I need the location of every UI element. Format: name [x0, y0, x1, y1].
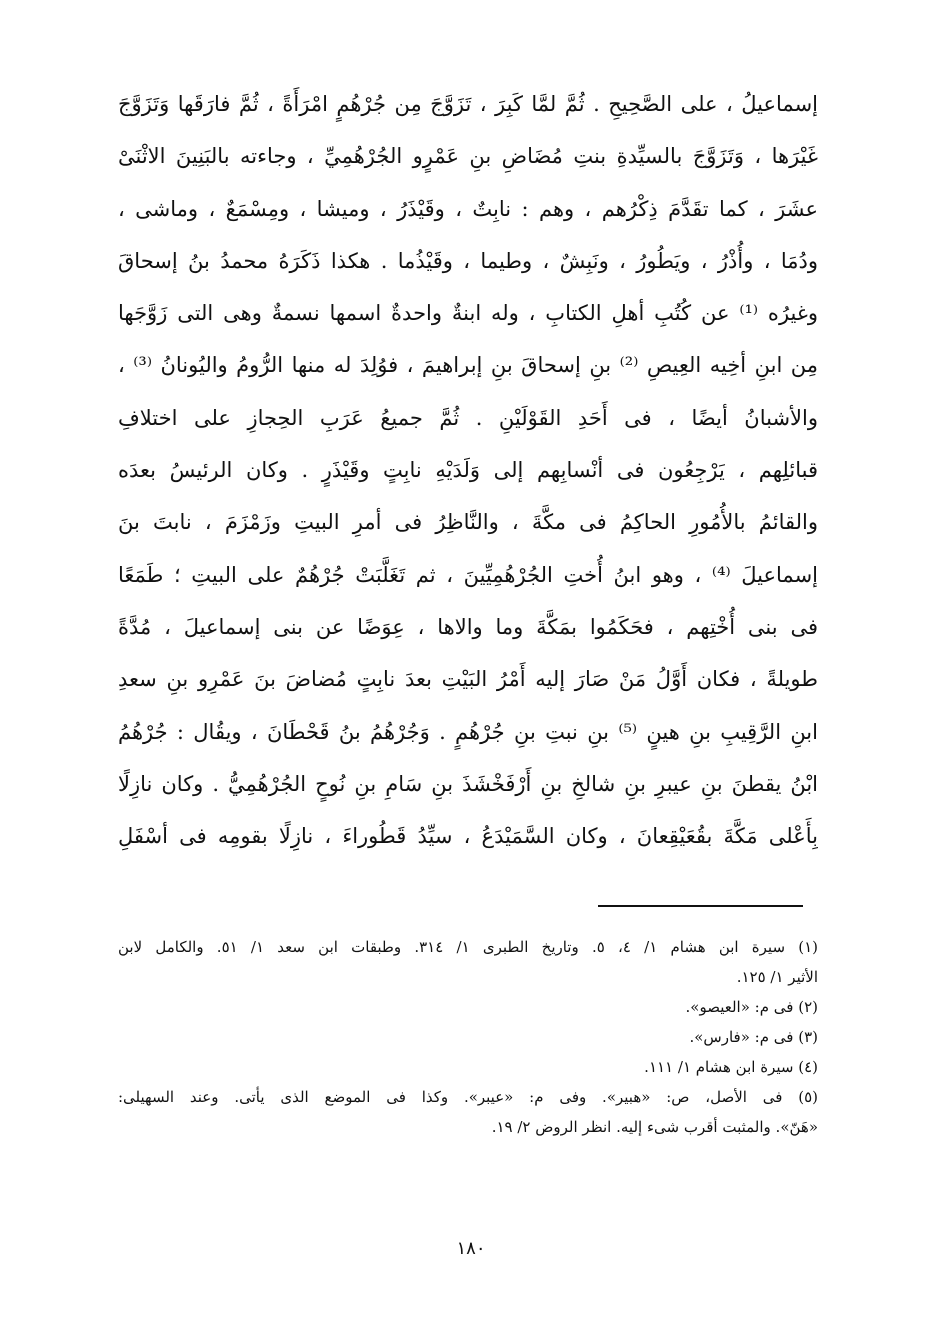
footnote-line: (٥) فى الأصل، ص: «هبير». وفى م: «عيبر». وكذا فى الموضع الذى يأتى. وعند السهيلى:: [118, 1088, 818, 1106]
text-line: فى بنى أُخْتِهم ، فحَكَمُوا بمَكَّةَ وما والاها ، عِوَضًا عن بنى إسماعيلَ ، مُدَّةً: [118, 614, 818, 639]
text-line: ودُمَا ، وأُذْرُ ، ويَطُورُ ، ونَبِشٌ ، وطيما ، وقَيْذُما . هكذا ذَكَرَهُ محمدُ بنُ إسحاقَ: [118, 248, 818, 273]
footnote-line: (٣) فى م: «فارس».: [689, 1028, 818, 1046]
text-line: ابنِ الرَّقِيبِ بنِ هينٍ ⁽⁵⁾ بنِ نبتِ بنِ جُرْهُمٍ . وَجُرْهُمُ بنُ قَحْطَانَ ، ويقُال : جُرْهُمُ: [118, 719, 818, 744]
footnote-line: «هَنّ». والمثبت أقرب شىء إليه. انظر الروض ٢/ ١٩.: [491, 1118, 818, 1136]
text-line: وغيرُه ⁽¹⁾ عن كُتُبِ أهلِ الكتابِ ، وله ابنةٌ واحدةٌ اسمها نسمةٌ وهى التى زَوَّجَها: [118, 301, 818, 326]
text-line: غَيْرَها ، وَتَزَوَّجَ بالسيِّدةِ بنتِ مُضَاضِ بنِ عَمْرٍو الجُرْهُمِيِّ ، وجاءته بالبَنِينَ الاثْنَىْ: [118, 144, 818, 169]
footnotes-block: [118, 932, 818, 1142]
footnote-line: الأثير ١/ ١٢٥.: [736, 968, 818, 986]
page-number: ١٨٠: [456, 1238, 486, 1259]
main-text-block: [118, 78, 818, 862]
text-line: قبائلِهم ، يَرْجِعُون فى أنْسابِهم إلى وَلَدَيْهِ نابِتٍ وقَيْذَرٍ . وكان الرئيسُ بعدَه: [118, 458, 818, 483]
footnote-line: (٢) فى م: «العيصو».: [685, 998, 818, 1016]
text-line: طويلةً ، فكان أَوَّلُ مَنْ صَارَ إليه أَمْرُ البَيْتِ بعدَ نابِتٍ مُضاضَ بنَ عَمْرِو بنِ سعدِ: [118, 667, 818, 692]
text-line: عشَرَ ، كما تقَدَّمَ ذِكْرُهم ، وهم : نابِتٌ ، وقَيْذَرُ ، وميشا ، ومِسْمَعٌ ، وماشى ،: [118, 196, 818, 221]
text-line: مِن ابنِ أخِيه العِيصِ ⁽²⁾ بنِ إسحاقَ بنِ إبراهيمَ ، فوُلِدَ له منها الرُّومُ واليُونانُ ⁽³⁾ ،: [118, 353, 818, 378]
text-line: إسماعيلَ ⁽⁴⁾ ، وهو ابنُ أُختِ الجُرْهُمِيِّينَ ، ثم تَغَلَّبَتْ جُرْهُمٌ على البيتِ ؛ طَمَعًا: [118, 562, 818, 587]
text-line: والأشبانُ أيضًا ، فى أَحَدِ القَوْلَيْنِ . ثُمَّ جميعُ عَرَبِ الحِجازِ على اختلافِ: [118, 405, 818, 430]
footnote-line: (٤) سيرة ابن هشام ١/ ١١١.: [644, 1058, 818, 1076]
text-line: إسماعيلُ ، على الصَّحِيحِ . ثُمَّ لمَّا كَبِرَ ، تَزَوَّجَ مِن جُرْهُمٍ امْرَأَةً ، ثُمَّ فارَقَها وَتَزَوَّجَ: [118, 92, 818, 116]
footnote-separator: [598, 905, 803, 907]
text-line: والقائمُ بالأُمُورِ الحاكِمُ فى مكَّةَ ، والنَّاظِرُ فى أمرِ البيتِ وزَمْزَمَ ، نابتَ بنَ: [118, 510, 818, 535]
text-line: بِأَعْلى مَكَّةَ بقُعَيْقِعانَ ، وكان السَّمَيْدَعُ ، سيِّدُ قَطُوراءَ ، نازِلًا بقومِه فى أسْفَلِ: [118, 824, 818, 849]
text-line: ابْنُ يقطنَ بنِ عيبرِ بنِ شالخِ بنِ أَرْفَخْشَذَ بنِ سَامِ بنِ نُوحٍ الجُرْهُمِيُّ . وكان نازِلًا: [118, 771, 818, 796]
footnote-line: (١) سيرة ابن هشام ١/ ٤، ٥. وتاريخ الطبرى ١/ ٣١٤. وطبقات ابن سعد ١/ ٥١. والكامل لابن: [118, 938, 818, 956]
